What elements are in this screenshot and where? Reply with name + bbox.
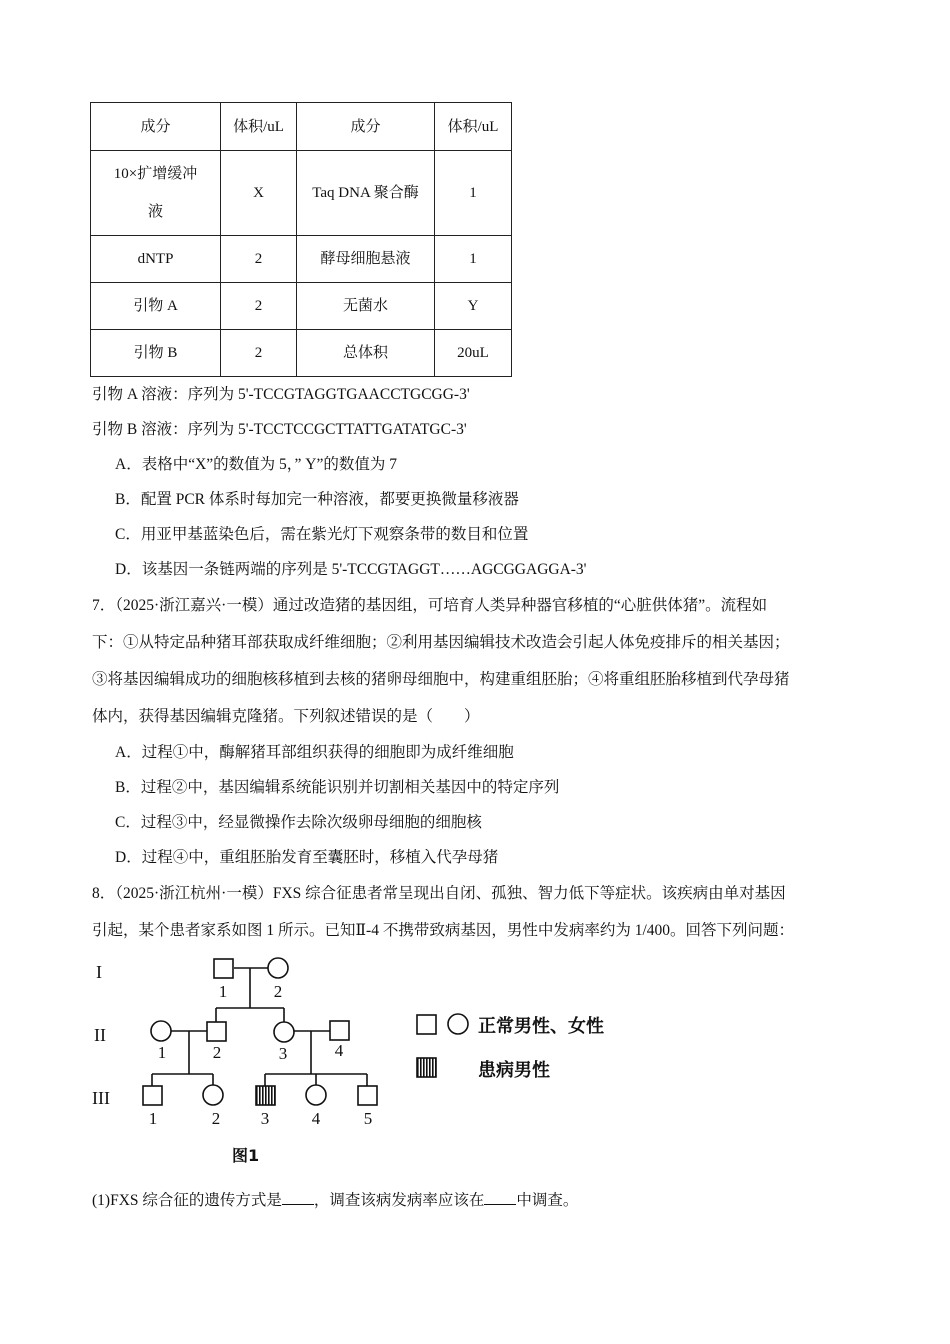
individual-number: 1	[157, 1043, 167, 1062]
table-header-row	[91, 103, 512, 151]
table-cell: 无菌水	[297, 283, 435, 330]
pedigree-female-normal	[306, 1085, 326, 1105]
pedigree-legend-symbols	[414, 1012, 472, 1084]
table-cell-text: 液	[147, 204, 163, 220]
table-header-cell: 体积/uL	[221, 103, 297, 151]
table-header-cell: 成分	[91, 103, 221, 151]
primer-a-text: 引物 A 溶液：序列为 5'-TCCGTAGGTGAACCTGCGG-3'	[92, 386, 470, 403]
table-header-cell: 体积/uL	[435, 103, 512, 151]
table-cell: 20uL	[435, 330, 512, 377]
pedigree-male-normal	[358, 1086, 377, 1105]
individual-number: 3	[260, 1109, 270, 1128]
individual-number: 1	[148, 1109, 158, 1128]
legend-female-normal-icon	[448, 1014, 468, 1034]
table-header-cell: 成分	[297, 103, 435, 151]
figure-caption: 图1	[232, 1146, 260, 1165]
pedigree-male-affected	[256, 1086, 275, 1105]
pedigree-female-normal	[151, 1021, 171, 1041]
table-cell: 2	[221, 330, 297, 377]
q7-option-c: C．过程③中，经显微操作去除次级卵母细胞的细胞核	[115, 814, 482, 831]
q7-stem-line: 下：①从特定品种猪耳部获取成纤维细胞；②利用基因编辑技术改造会引起人体免疫排斥的相关基因；	[92, 634, 790, 651]
q7-stem-line: 体内，获得基因编辑克隆猪。下列叙述错误的是（ ）	[92, 708, 480, 725]
table-cell-text: 10×扩增缓冲	[113, 166, 198, 182]
pedigree-figure	[88, 950, 388, 1140]
pedigree-male-normal	[207, 1022, 226, 1041]
q6-option-c: C．用亚甲基蓝染色后，需在紫光灯下观察条带的数目和位置	[115, 526, 529, 543]
pedigree-female-normal	[203, 1085, 223, 1105]
q8-stem-line: 8．（2025·浙江杭州·一模）FXS 综合征患者常呈现出自闭、孤独、智力低下等症状。该疾病由单对基因	[92, 885, 786, 902]
table-cell: Taq DNA 聚合酶	[297, 151, 435, 236]
pedigree-female-normal	[274, 1022, 294, 1042]
table-row	[91, 330, 512, 377]
answer-blank[interactable]	[484, 1190, 516, 1205]
q8-sub1-text: ，调查该病发病率应该在	[313, 1192, 485, 1209]
table-row	[91, 283, 512, 330]
q7-stem-line: ③将基因编辑成功的细胞核移植到去核的猪卵母细胞中，构建重组胚胎；④将重组胚胎移植到代孕母猪	[92, 671, 790, 688]
table-row	[91, 151, 512, 236]
answer-blank[interactable]	[282, 1190, 314, 1205]
legend-normal-label: 正常男性、女性	[478, 1016, 604, 1037]
individual-number: 3	[278, 1044, 288, 1063]
individual-number: 2	[273, 982, 283, 1001]
pedigree-female-normal	[268, 958, 288, 978]
legend-affected-label: 患病男性	[478, 1060, 550, 1081]
table-cell: 引物 A	[91, 283, 221, 330]
table-cell: 引物 B	[91, 330, 221, 377]
table-cell: X	[221, 151, 297, 236]
q7-option-a: A．过程①中，酶解猪耳部组织获得的细胞即为成纤维细胞	[115, 744, 514, 761]
table-cell: Y	[435, 283, 512, 330]
q6-option-b: B．配置 PCR 体系时每加完一种溶液，都要更换微量移液器	[115, 491, 519, 508]
q6-option-d: D．该基因一条链两端的序列是 5'-TCCGTAGGT……AGCGGAGGA-3'	[115, 561, 587, 578]
individual-number: 5	[363, 1109, 373, 1128]
generation-label: I	[96, 962, 102, 982]
individual-number: 1	[218, 982, 228, 1001]
table-cell: 总体积	[297, 330, 435, 377]
individual-number: 4	[334, 1041, 344, 1060]
primer-b-text: 引物 B 溶液：序列为 5'-TCCTCCGCTTATTGATATGC-3'	[92, 421, 467, 438]
individual-number: 4	[311, 1109, 321, 1128]
individual-number: 2	[212, 1043, 222, 1062]
table-row	[91, 236, 512, 283]
individual-number: 2	[211, 1109, 221, 1128]
legend-male-normal-icon	[417, 1015, 436, 1034]
table-cell: 1	[435, 236, 512, 283]
q7-option-b: B．过程②中，基因编辑系统能识别并切割相关基因中的特定序列	[115, 779, 560, 796]
table-cell: 2	[221, 236, 297, 283]
legend-male-affected-icon	[417, 1058, 436, 1077]
q8-stem-line: 引起，某个患者家系如图 1 所示。已知Ⅱ-4 不携带致病基因，男性中发病率约为 1/400。回答下列问题：	[92, 922, 795, 939]
generation-label: II	[94, 1025, 106, 1045]
q6-option-a: A．表格中“X”的数值为 5，” Y”的数值为 7	[115, 456, 397, 473]
table-cell: 2	[221, 283, 297, 330]
table-cell	[91, 151, 221, 236]
generation-label: III	[92, 1088, 110, 1108]
q8-subquestion-1	[92, 1190, 578, 1212]
table-cell: dNTP	[91, 236, 221, 283]
q8-sub1-text: 中调查。	[516, 1192, 579, 1209]
q7-option-d: D．过程④中，重组胚胎发育至囊胚时，移植入代孕母猪	[115, 849, 499, 866]
pedigree-male-normal	[214, 959, 233, 978]
q8-sub1-text: (1)FXS 综合征的遗传方式是	[92, 1192, 282, 1209]
pedigree-male-normal	[330, 1021, 349, 1040]
pcr-reagent-table	[90, 102, 512, 377]
table-cell: 1	[435, 151, 512, 236]
table-cell: 酵母细胞悬液	[297, 236, 435, 283]
pedigree-male-normal	[143, 1086, 162, 1105]
q7-stem-line: 7．（2025·浙江嘉兴·一模）通过改造猪的基因组，可培育人类异种器官移植的“心脏供体猪”。流程如	[92, 597, 768, 614]
